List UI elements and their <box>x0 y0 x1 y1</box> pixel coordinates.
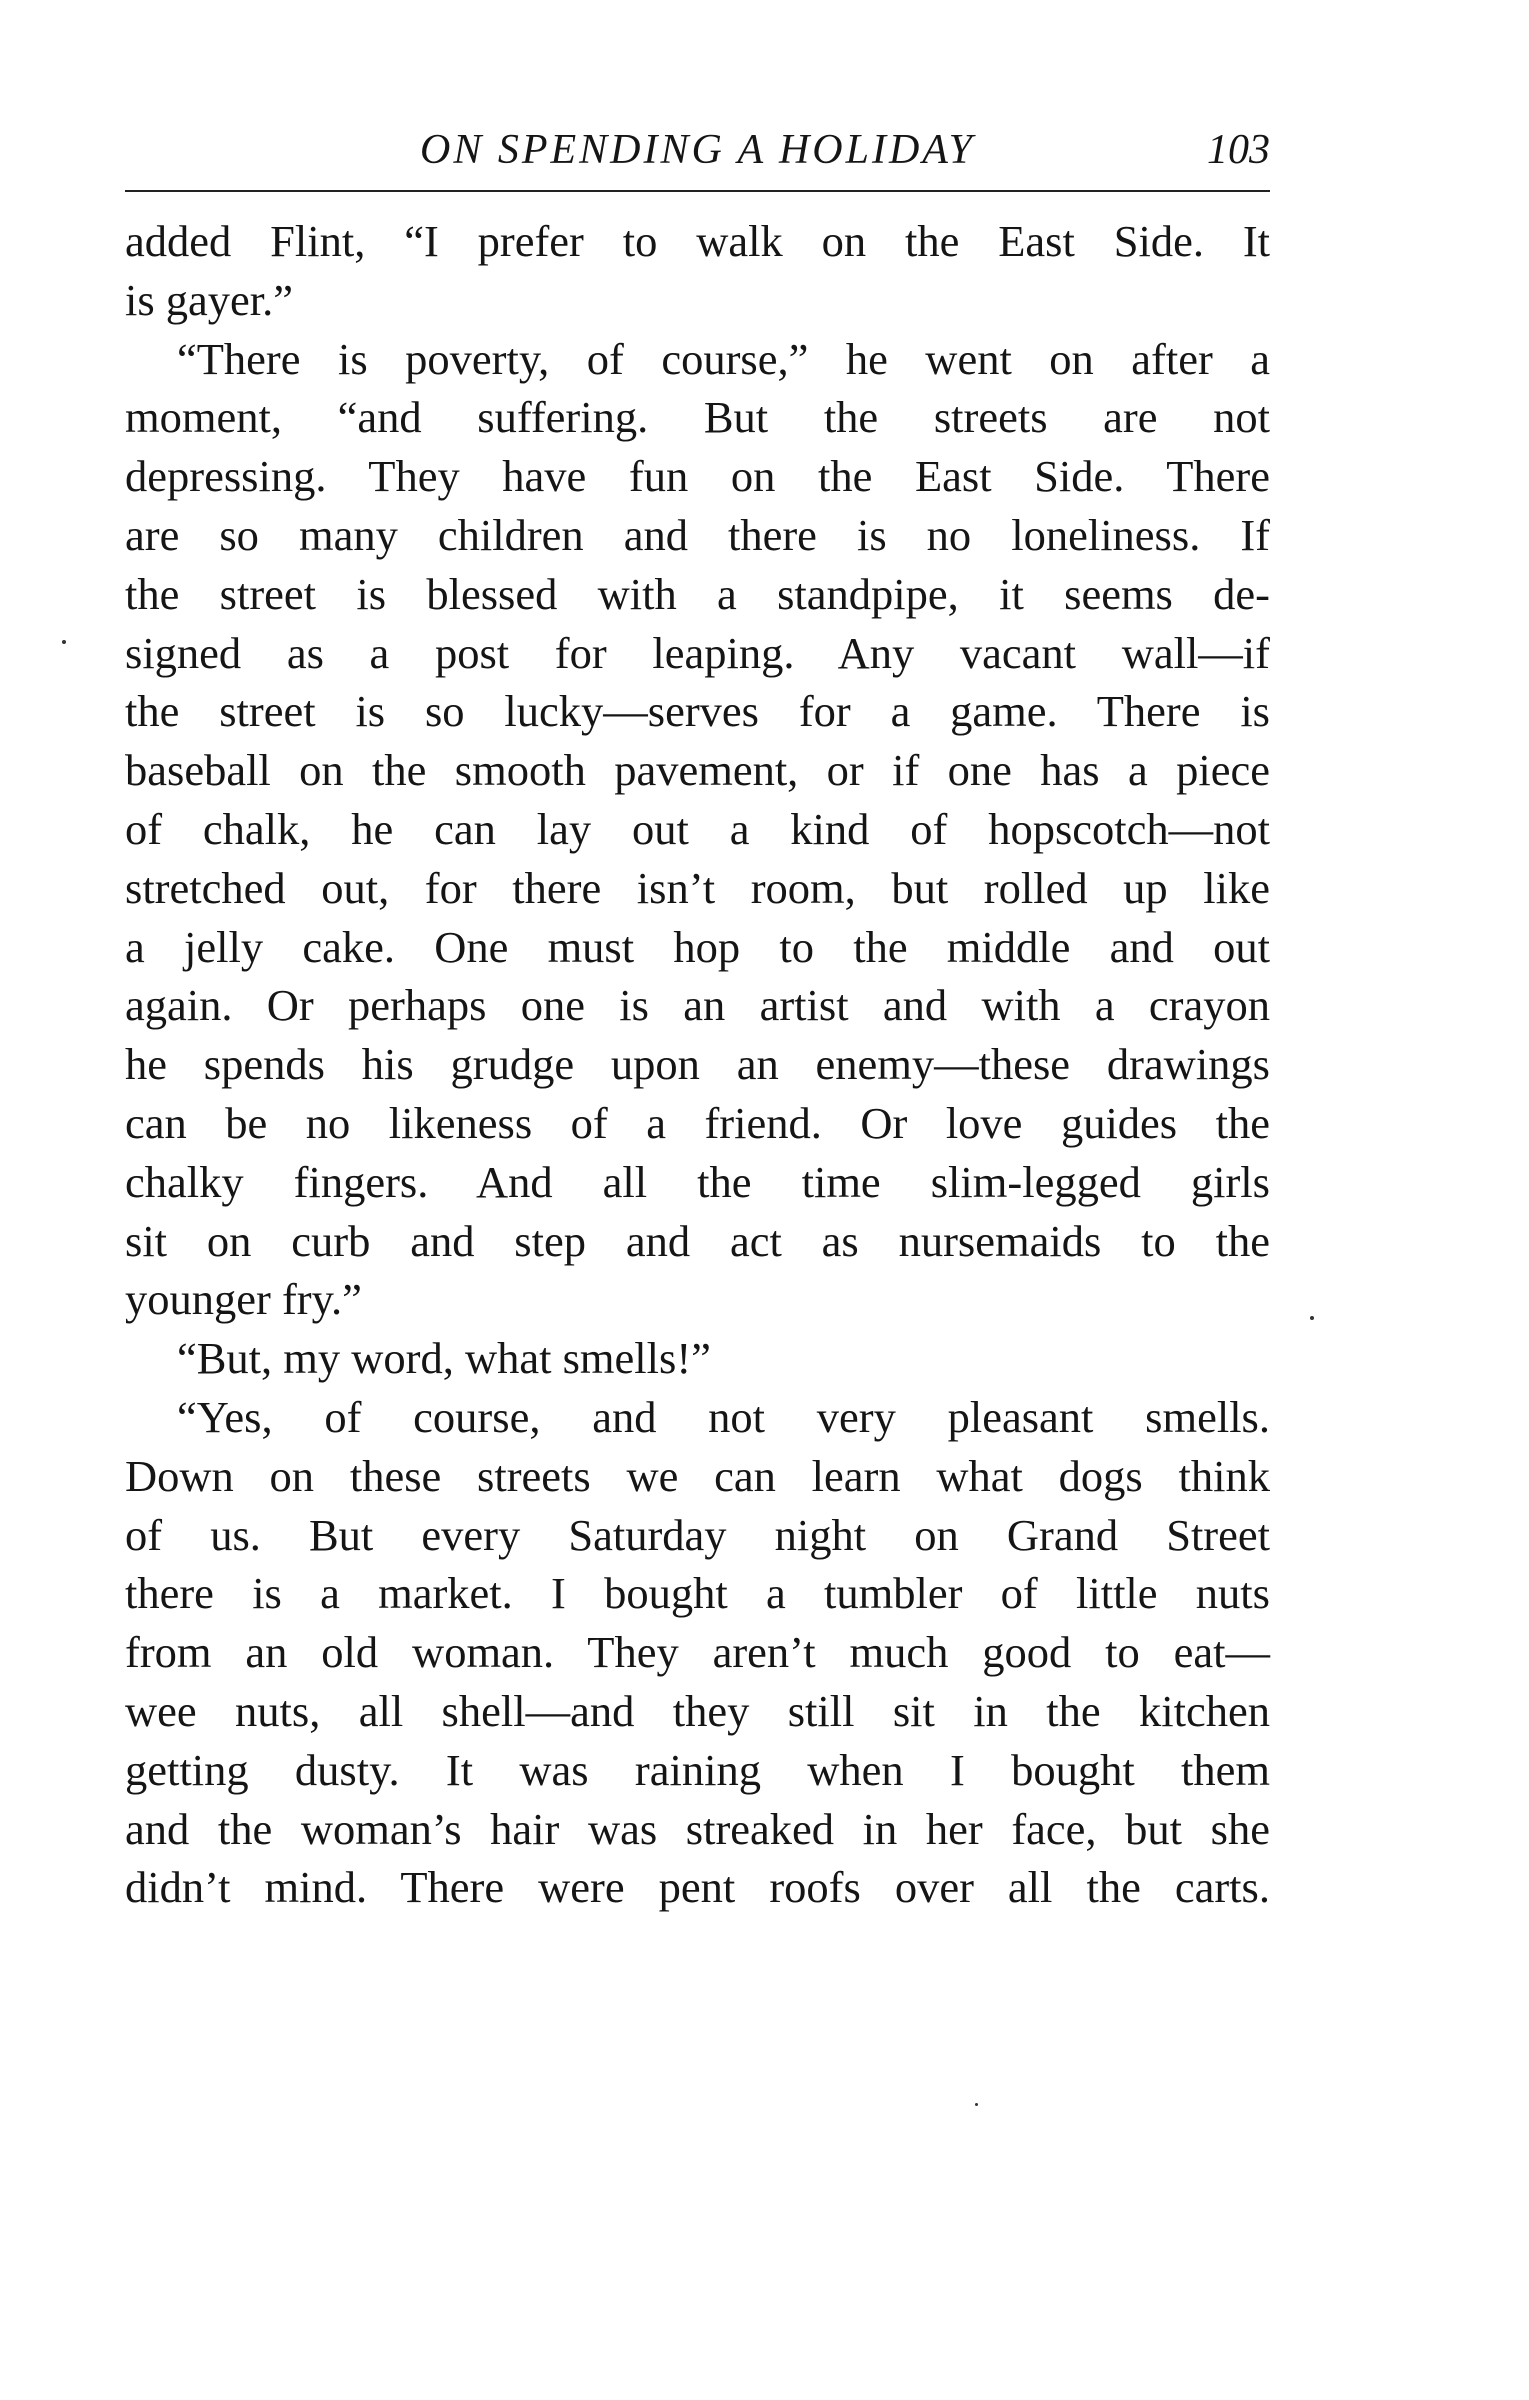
running-title: ON SPENDING A HOLIDAY <box>419 127 975 173</box>
text-line: signed as a post for leaping. Any vacant wall—if <box>125 627 1270 678</box>
text-line: is gayer.” <box>125 274 294 325</box>
body-text <box>125 212 1270 1917</box>
text-line: the street is blessed with a standpipe, it seems de- <box>125 568 1270 619</box>
text-line: can be no likeness of a friend. Or love guides the <box>125 1097 1270 1148</box>
text-line: sit on curb and step and act as nursemaids to the <box>125 1215 1270 1266</box>
text-line: from an old woman. They aren’t much good to eat— <box>125 1627 1270 1678</box>
text-line: are so many children and there is no loneliness. If <box>125 509 1270 560</box>
text-line: “There is poverty, of course,” he went on after a <box>177 333 1270 384</box>
text-line: Down on these streets we can learn what dogs think <box>125 1450 1270 1501</box>
text-line: the street is so lucky—serves for a game. There is <box>125 686 1270 737</box>
text-line: a jelly cake. One must hop to the middle and out <box>125 921 1270 972</box>
text-line: “But, my word, what smells!” <box>177 1333 711 1384</box>
scan-speck <box>62 640 66 644</box>
scan-speck <box>1310 1316 1314 1320</box>
text-line: chalky fingers. And all the time slim-legged girls <box>125 1156 1270 1207</box>
text-line: moment, “and suffering. But the streets are not <box>125 392 1270 443</box>
text-line: baseball on the smooth pavement, or if one has a piece <box>125 745 1270 796</box>
text-line: stretched out, for there isn’t room, but rolled up like <box>125 862 1270 913</box>
text-line: didn’t mind. There were pent roofs over all the carts. <box>125 1862 1270 1913</box>
page-number: 103 <box>1207 127 1270 173</box>
header-rule <box>125 190 1270 192</box>
running-head <box>125 124 1270 184</box>
text-line: “Yes, of course, and not very pleasant smells. <box>177 1391 1270 1442</box>
text-line: of us. But every Saturday night on Grand Street <box>125 1509 1270 1560</box>
text-line: again. Or perhaps one is an artist and with a crayon <box>125 980 1270 1031</box>
text-line: of chalk, he can lay out a kind of hopscotch—not <box>125 803 1270 854</box>
text-line: there is a market. I bought a tumbler of little nuts <box>125 1568 1270 1619</box>
scan-speck <box>975 2103 978 2106</box>
text-line: wee nuts, all shell—and they still sit in the kitchen <box>125 1685 1270 1736</box>
text-line: and the woman’s hair was streaked in her face, but she <box>125 1803 1270 1854</box>
text-line: added Flint, “I prefer to walk on the East Side. It <box>125 216 1270 266</box>
text-line: he spends his grudge upon an enemy—these drawings <box>125 1039 1270 1090</box>
text-line: younger fry.” <box>125 1274 362 1325</box>
text-line: getting dusty. It was raining when I bought them <box>125 1744 1270 1795</box>
text-line: depressing. They have fun on the East Side. There <box>125 451 1270 502</box>
